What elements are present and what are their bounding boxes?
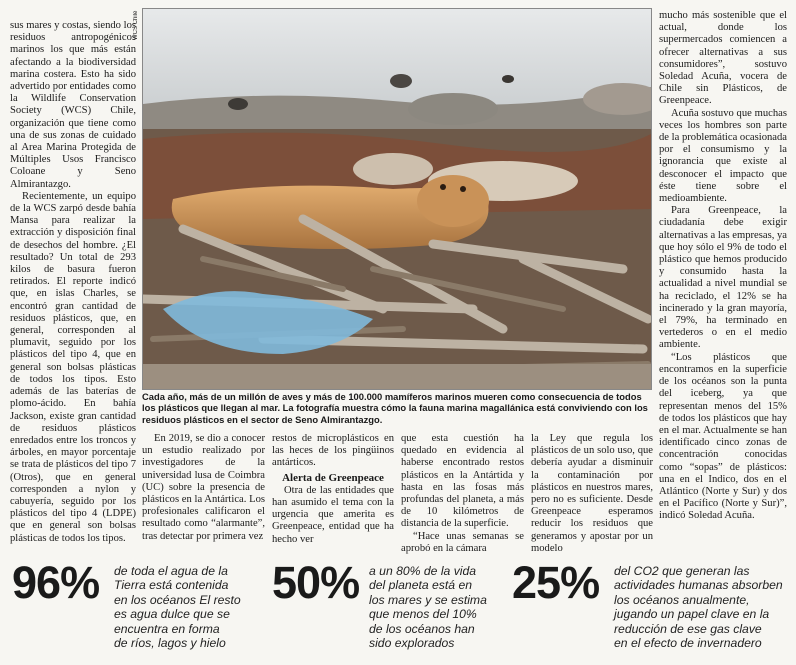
paragraph: que esta cuestión ha quedado en evidencia al haberse encontrado restos plásticos en la Antártida y hasta en las fosas más profundas del planeta, a más de 10 kilómetros de distancia de la superficie. bbox=[401, 433, 524, 530]
paragraph: En 2019, se dio a conocer un estudio realizado por investigadores de la universidad lusa de Coimbra (UC) sobre la presencia de plásticos en la Antártica. Los profesionales calificaron el resultado como “alarmante”, tras detectar por primera vez bbox=[142, 433, 265, 542]
stat-value: 96% bbox=[12, 557, 100, 608]
paragraph: Para Greenpeace, la ciudadanía debe exigir alternativas a las empresas, ya que hoy sólo el 9% de todo el plástico que hemos producido y consumido hasta la actualidad a nivel mundial se ha reciclado, el 12% se ha incinerado y la gran mayoría, el 79%, ha terminado en vertederos o en el medio ambiente. bbox=[659, 205, 787, 351]
article-column-4 bbox=[401, 433, 524, 555]
article-column-5 bbox=[531, 433, 653, 555]
paragraph: Recientemente, un equipo de la WCS zarpó desde bahía Mansa para realizar la extracción y disposición final de desechos del hombre. ¿El resultado? Un total de 293 kilos de basura fueron retirados. El reporte indicó que, en islas Charles, se encontró gran cantidad de residuos plásticos, que, en general, corresponden al plumavit, seguido por los plásticos del tipo 4, que en general son bolsas plásticas de todos los tipos. Esto además de las baterías de plomo-ácido. En bahía Jackson, existe gran cantidad de residuos plásticos enredados entre los troncos y árboles, en mayor porcentaje se trata de plásticos del tipo 7 (Otros), que en general corresponden a nylon y cabuyería, seguido por los plásticos del tipo 4 (LDPE) que en general son bolsas plásticas de todos los tipos. bbox=[10, 190, 136, 544]
stat-description: del CO2 que generan las actividades humanas absorben los océanos anualmente, jugando un papel clave en la reducción de ese gas clave en el efecto de invernadero bbox=[614, 564, 783, 651]
stat-description: a un 80% de la vida del planeta está en los mares y se estima que menos del 10% de los océanos han sido explorados bbox=[369, 564, 487, 651]
photo-caption: Cada año, más de un millón de aves y más de 100.000 mamíferos marinos mueren como consecuencia de todos los plásticos que llegan al mar. La fotografía muestra cómo la fauna marina magallánica está conviviendo con los residuos plásticos en el sector de Seno Almirantazgo. bbox=[142, 391, 648, 425]
elephant-seals-photo bbox=[142, 8, 652, 390]
article-column-1 bbox=[10, 20, 136, 545]
stat-value: 50% bbox=[272, 557, 360, 608]
stat-description: de toda el agua de la Tierra está contenida en los océanos El resto es agua dulce que se encuentra en forma de ríos, lagos y hielo bbox=[114, 564, 241, 651]
beach-scene-illustration bbox=[143, 9, 651, 389]
photo-credit: WCS Chile bbox=[133, 10, 139, 40]
paragraph: mucho más sostenible que el actual, donde los supermercados comiencen a ofrecer alternativas a sus consumidores”, sostuvo Soledad Acuña, vocera de Chile sin Plásticos, de Greenpeace. bbox=[659, 10, 787, 107]
article-column-2 bbox=[142, 433, 265, 543]
paragraph: la Ley que regula los plásticos de un solo uso, que debería ayudar a disminuir la contaminación por plásticos en nuestros mares, pero no es suficiente. Desde Greenpeace esperamos reducir los residuos que generamos y apostar por un modelo bbox=[531, 433, 653, 554]
article-column-6 bbox=[659, 10, 787, 523]
paragraph: “Hace unas semanas se aprobó en la cámara bbox=[401, 530, 524, 554]
paragraph: Otra de las entidades que han asumido el tema con la urgencia que amerita es Greenpeace, entidad que ha hecho ver bbox=[272, 484, 394, 545]
paragraph: Acuña sostuvo que muchas veces los hombres son parte de la problemática ocasionada por el consumismo y la ignorancia que existe al desconocer el impacto que éste tiene sobre el medioambiente. bbox=[659, 107, 787, 205]
paragraph: sus mares y costas, siendo los residuos antropogénicos marinos los que más están afectando a la biodiversidad marina costera. Esto ha sido advertido por entidades como la Wildlife Conservation Society (WCS) Chile, organización que tiene como una de sus zonas de cuidado al Area Marina Protegida de Múltiples Usos Francisco Coloane y Seno Almirantazgo. bbox=[10, 20, 136, 190]
paragraph: restos de microplásticos en las heces de los pingüinos antárticos. bbox=[272, 433, 394, 469]
article-column-3 bbox=[272, 433, 394, 546]
paragraph: “Los plásticos que encontramos en la superficie de los océanos son la punta del iceberg, ya que representan menos del 15% de todos los plásticos que hay en el mar. Actualmente se han identificado cinco zonas de concentración conocidas como “sopas” de plásticos: una en el Indico, dos en el Atlántico (Norte y Sur) y dos en el Pacífico (Norte y Sur)”, indicó Soledad Acuña. bbox=[659, 351, 787, 522]
section-heading: Alerta de Greenpeace bbox=[282, 471, 384, 484]
stat-value: 25% bbox=[512, 557, 600, 608]
